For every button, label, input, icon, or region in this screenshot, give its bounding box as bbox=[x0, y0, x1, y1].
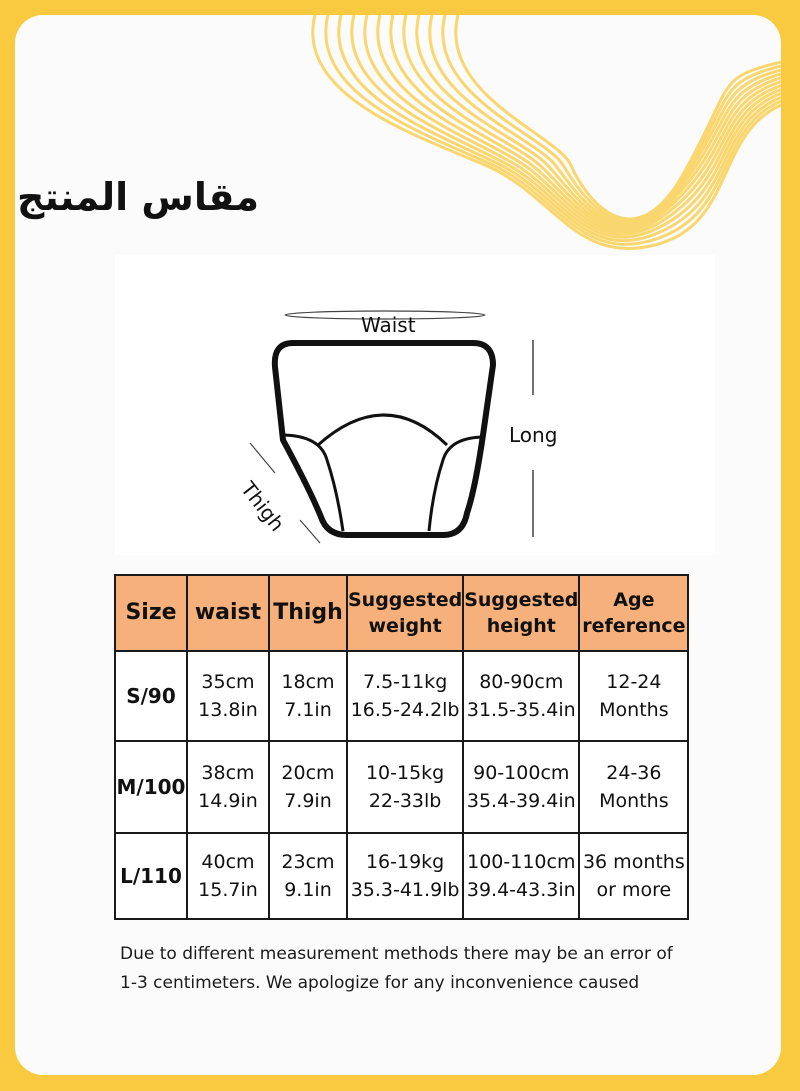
crotch-curve bbox=[318, 415, 447, 445]
table-header-row bbox=[115, 575, 688, 651]
yellow-wave-line bbox=[443, 15, 781, 221]
cell-thigh: 23cm 9.1in bbox=[269, 833, 347, 919]
header-thigh: Thigh bbox=[269, 575, 347, 651]
cell-weight: 7.5-11kg 16.5-24.2lb bbox=[347, 651, 463, 741]
cell-size: S/90 bbox=[115, 651, 187, 741]
table-row bbox=[115, 741, 688, 833]
size-chart-table bbox=[114, 574, 689, 920]
header-height: Suggested height bbox=[463, 575, 579, 651]
cell-weight: 10-15kg 22-33lb bbox=[347, 741, 463, 833]
cell-age: 12-24 Months bbox=[579, 651, 688, 741]
cell-size: M/100 bbox=[115, 741, 187, 833]
header-size: Size bbox=[115, 575, 187, 651]
cell-height: 90-100cm 35.4-39.4in bbox=[463, 741, 579, 833]
cell-height: 80-90cm 31.5-35.4in bbox=[463, 651, 579, 741]
cell-waist: 35cm 13.8in bbox=[187, 651, 269, 741]
cell-height: 100-110cm 39.4-43.3in bbox=[463, 833, 579, 919]
thigh-guide-bottom bbox=[300, 520, 320, 543]
note-line-1: Due to different measurement methods there may be an error of bbox=[120, 944, 673, 964]
thigh-guide-top bbox=[250, 443, 275, 473]
table-row bbox=[115, 833, 688, 919]
cell-age: 36 months or more bbox=[579, 833, 688, 919]
header-age: Age reference bbox=[579, 575, 688, 651]
cell-thigh: 20cm 7.9in bbox=[269, 741, 347, 833]
size-diagram bbox=[115, 255, 715, 555]
header-weight: Suggested weight bbox=[347, 575, 463, 651]
table-row bbox=[115, 651, 688, 741]
long-label: Long bbox=[509, 423, 558, 447]
measurement-note bbox=[120, 940, 720, 998]
cell-size: L/110 bbox=[115, 833, 187, 919]
cell-thigh: 18cm 7.1in bbox=[269, 651, 347, 741]
cell-age: 24-36 Months bbox=[579, 741, 688, 833]
header-waist: waist bbox=[187, 575, 269, 651]
cell-weight: 16-19kg 35.3-41.9lb bbox=[347, 833, 463, 919]
page-title: مقاس المنتج bbox=[17, 175, 259, 219]
cell-waist: 38cm 14.9in bbox=[187, 741, 269, 833]
underwear-outline-icon bbox=[115, 255, 715, 555]
waist-label: Waist bbox=[361, 313, 416, 337]
cell-waist: 40cm 15.7in bbox=[187, 833, 269, 919]
thigh-label: Thigh bbox=[236, 477, 290, 536]
note-line-2: 1-3 centimeters. We apologize for any inconvenience caused bbox=[120, 973, 640, 993]
